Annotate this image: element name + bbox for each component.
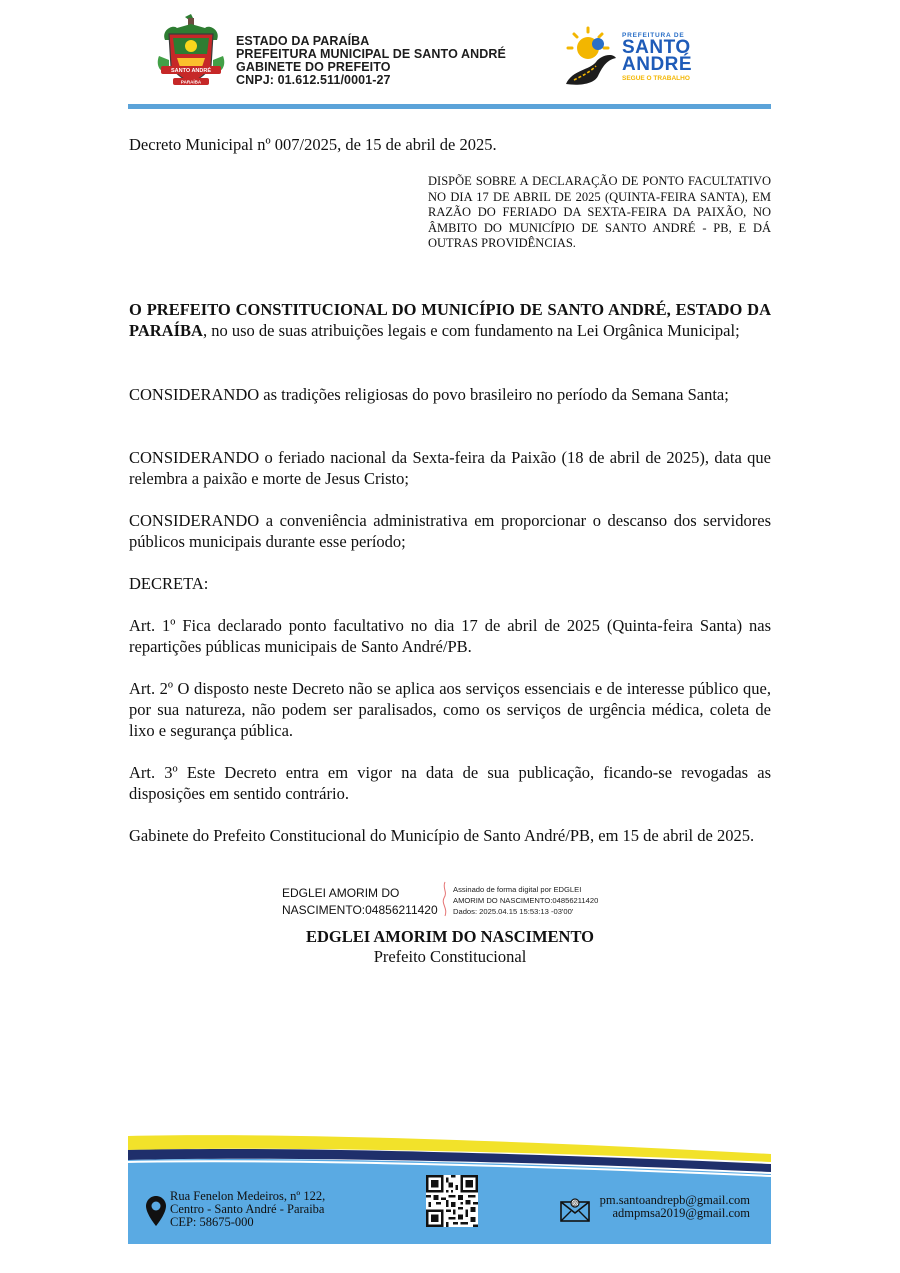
signature-stroke-icon <box>440 880 450 918</box>
decreta-heading: DECRETA: <box>129 574 209 593</box>
signer-name: EDGLEI AMORIM DO NASCIMENTO <box>305 927 595 946</box>
decree-preamble <box>129 299 771 341</box>
letterhead-cnpj: CNPJ: 01.612.511/0001-27 <box>236 73 391 87</box>
footer-emails <box>560 1194 750 1220</box>
preamble-text: , no uso de suas atribuições legais e com fundamento na Lei Orgânica Municipal; <box>202 321 740 340</box>
decree-title: Decreto Municipal nº 007/2025, de 15 de abril de 2025. <box>129 135 497 154</box>
article-1: Art. 1º Fica declarado ponto facultativo no dia 17 de abril de 2025 (Quinta-feira Santa) nas repartições públicas municipais de Santo André/PB. <box>129 616 771 656</box>
considerando-holiday: CONSIDERANDO o feriado nacional da Sexta-feira da Paixão (18 de abril de 2025), data que relembra a paixão e morte de Jesus Cristo; <box>129 448 771 488</box>
letterhead-office: GABINETE DO PREFEITO <box>236 60 391 74</box>
email-address-secondary[interactable]: admpmsa2019@gmail.com <box>612 1206 750 1220</box>
brand-prefix: PREFEITURA DE <box>622 32 685 39</box>
qr-code <box>426 1175 478 1227</box>
signer-role: Prefeito Constitucional <box>373 947 527 966</box>
footer-address <box>170 1190 370 1229</box>
closing-statement: Gabinete do Prefeito Constitucional do Município de Santo André/PB, em 15 de abril de 2025. <box>129 826 755 845</box>
brand-wordmark <box>622 32 722 82</box>
address-district: Centro - Santo André - Paraiba <box>170 1202 325 1216</box>
brand-slogan: SEGUE O TRABALHO <box>622 75 690 82</box>
email-address-primary[interactable]: pm.santoandrepb@gmail.com <box>599 1193 750 1207</box>
considerando-religious: CONSIDERANDO as tradições religiosas do povo brasileiro no período da Semana Santa; <box>129 385 729 404</box>
signature-detail-line2: AMORIM DO NASCIMENTO:04856211420 <box>453 896 599 905</box>
coat-state-text: PARAÍBA <box>180 79 202 85</box>
location-pin-icon <box>145 1195 167 1227</box>
article-3: Art. 3º Este Decreto entra em vigor na data de sua publicação, ficando-se revogadas as disposições em sentido contrário. <box>129 763 771 803</box>
address-street: Rua Fenelon Medeiros, nº 122, <box>170 1189 326 1203</box>
brand-name-line1: SANTO <box>622 37 691 58</box>
letterhead-text <box>236 35 556 87</box>
signature-detail-line3: Dados: 2025.04.15 15:53:13 -03'00' <box>453 907 574 916</box>
digital-signature-details <box>453 884 653 917</box>
brand-name-line2: ANDRÉ <box>622 54 693 75</box>
signature-detail-line1: Assinado de forma digital por EDGLEI <box>453 885 582 894</box>
decree-ementa: DISPÕE SOBRE A DECLARAÇÃO DE PONTO FACULTATIVO NO DIA 17 DE ABRIL DE 2025 (QUINTA-FEIRA SANTA), EM RAZÃO DO FERIADO DA SEXTA-FEIRA DA PAIXÃO, NO ÂMBITO DO MUNICÍPIO DE SANTO ANDRÉ - PB, E DÁ OUTRAS PROVIDÊNCIAS. <box>428 174 771 250</box>
article-2: Art. 2º O disposto neste Decreto não se aplica aos serviços essenciais e de interesse público que, por sua natureza, não podem ser paralisados, como os serviços de urgência médica, coleta de lixo e segurança pública. <box>129 679 771 740</box>
considerando-administrative: CONSIDERANDO a conveniência administrativa em proporcionar o descanso dos servidores públicos municipais durante esse período; <box>129 511 771 551</box>
signature-stamp-line1: EDGLEI AMORIM DO <box>282 886 400 900</box>
letterhead-prefecture: PREFEITURA MUNICIPAL DE SANTO ANDRÉ <box>236 47 506 61</box>
coat-banner-text: SANTO ANDRÉ <box>170 68 212 74</box>
address-zip: CEP: 58675-000 <box>170 1215 254 1229</box>
svg-text:@: @ <box>571 1201 579 1208</box>
preamble-bold: O PREFEITO CONSTITUCIONAL DO MUNICÍPIO DE SANTO ANDRÉ, ESTADO DA PARAÍBA <box>129 300 771 340</box>
signature-stamp-line2: NASCIMENTO:04856211420 <box>282 903 438 917</box>
municipal-coat-of-arms <box>155 14 227 90</box>
letterhead-state: ESTADO DA PARAÍBA <box>236 34 370 48</box>
header-divider <box>128 104 771 109</box>
digital-signature-name <box>282 885 452 919</box>
